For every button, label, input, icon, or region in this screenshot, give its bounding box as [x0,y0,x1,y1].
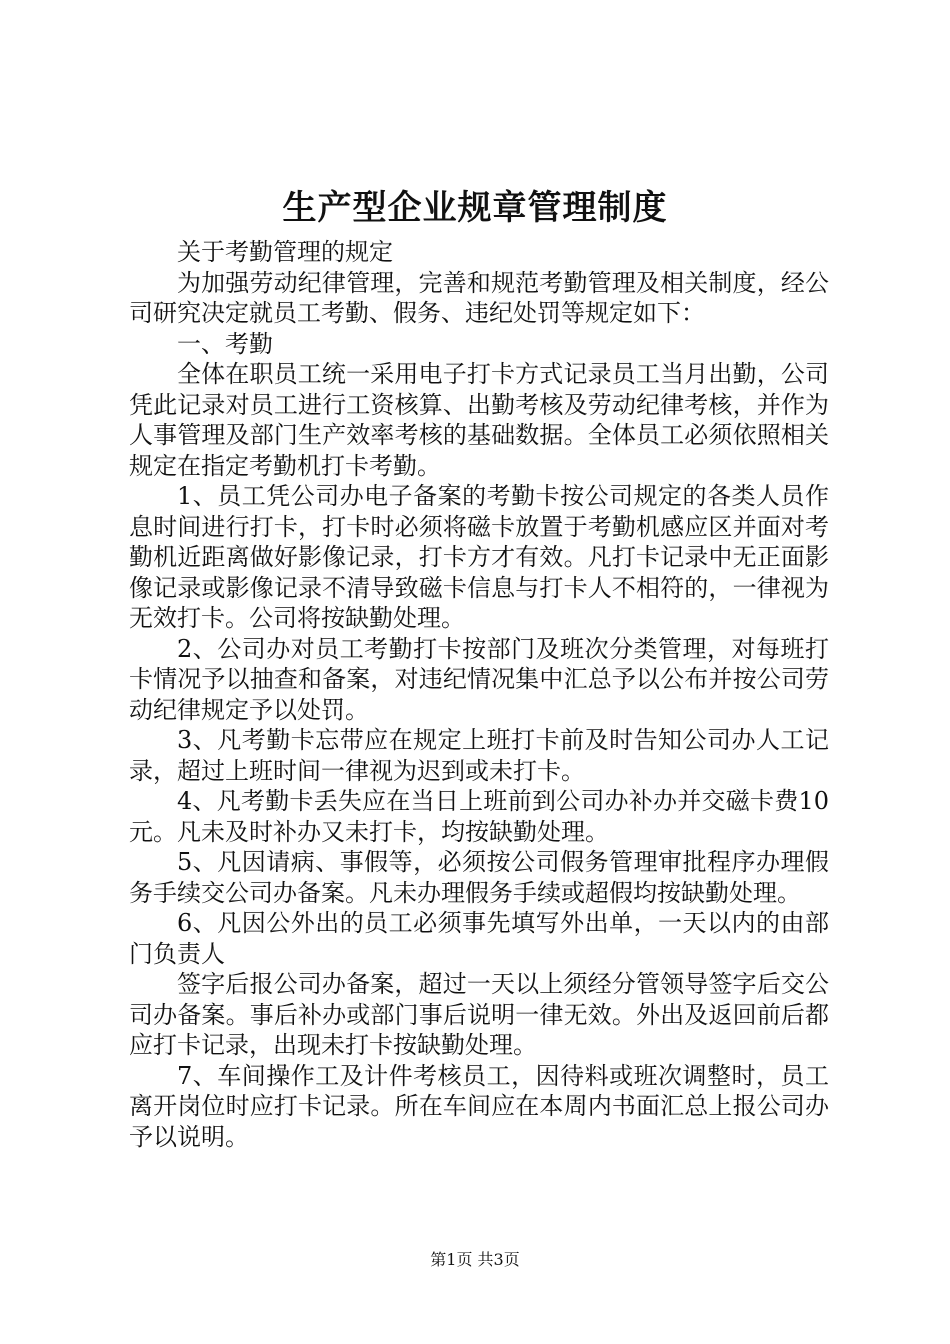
paragraph-rule-2: 2、公司办对员工考勤打卡按部门及班次分类管理，对每班打卡情况予以抽查和备案，对违纪情况集中汇总予以公布并按公司劳动纪律规定予以处罚。 [129,634,829,724]
document-body [129,237,829,1152]
paragraph-rule-7: 7、车间操作工及计件考核员工，因待料或班次调整时，员工离开岗位时应打卡记录。所在车间应在本周内书面汇总上报公司办予以说明。 [129,1061,829,1151]
paragraph-rule-3: 3、凡考勤卡忘带应在规定上班打卡前及时告知公司办人工记录，超过上班时间一律视为迟到或未打卡。 [129,726,829,785]
page-number-footer: 第1页 共3页 [430,1250,520,1269]
paragraph-rule-6-continued: 签字后报公司办备案，超过一天以上须经分管领导签字后交公司办备案。事后补办或部门事后说明一律无效。外出及返回前后都应打卡记录，出现未打卡按缺勤处理。 [129,970,829,1059]
paragraph-intro: 为加强劳动纪律管理，完善和规范考勤管理及相关制度，经公司研究决定就员工考勤、假务、违纪处罚等规定如下： [129,268,829,327]
paragraph-rule-6: 6、凡因公外出的员工必须事先填写外出单，一天以内的由部门负责人 [129,909,829,968]
document-title: 生产型企业规章管理制度 [282,188,668,228]
paragraph-section-heading: 关于考勤管理的规定 [177,238,393,266]
paragraph-rule-5: 5、凡因请病、事假等，必须按公司假务管理审批程序办理假务手续交公司办备案。凡未办理假务手续或超假均按缺勤处理。 [129,848,829,907]
paragraph-attendance-heading: 一、考勤 [177,329,273,358]
paragraph-rule-4: 4、凡考勤卡丢失应在当日上班前到公司办补办并交磁卡费10元。凡未及时补办又未打卡，均按缺勤处理。 [129,787,829,846]
paragraph-attendance-overview: 全体在职员工统一采用电子打卡方式记录员工当月出勤，公司凭此记录对员工进行工资核算、出勤考核及劳动纪律考核，并作为人事管理及部门生产效率考核的基础数据。全体员工必须依照相关规定在指定考勤机打卡考勤。 [129,360,829,480]
paragraph-rule-1: 1、员工凭公司办电子备案的考勤卡按公司规定的各类人员作息时间进行打卡，打卡时必须将磁卡放置于考勤机感应区并面对考勤机近距离做好影像记录，打卡方才有效。凡打卡记录中无正面影像记录或影像记录不清导致磁卡信息与打卡人不相符的，一律视为无效打卡。公司将按缺勤处理。 [129,482,829,632]
